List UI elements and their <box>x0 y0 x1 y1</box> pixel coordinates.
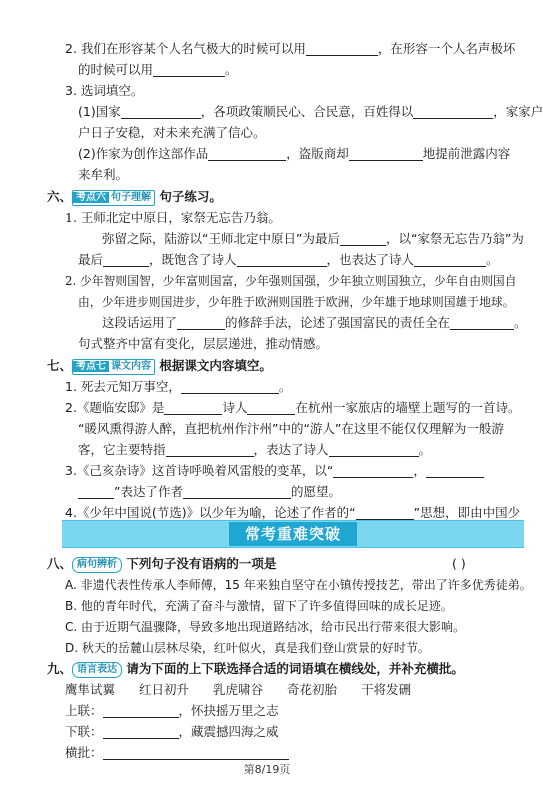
section-number: 九、 <box>47 661 73 676</box>
s6-q1: 1. 王师北定中原日，家祭无忘告乃翁。 <box>65 210 281 225</box>
q3-line4: 来牟利。 <box>78 167 129 182</box>
s7-text: 。 <box>278 379 292 394</box>
answer-blank[interactable] <box>177 315 225 330</box>
section-number: 六、 <box>47 189 73 204</box>
s7-q3-line1 <box>65 462 484 480</box>
answer-blank[interactable] <box>340 231 386 246</box>
s7-text: 客，它主要特指 <box>78 442 166 457</box>
q3-text: ，家家户 <box>493 104 543 119</box>
couplet-text: ，藏震撼四海之威 <box>178 724 279 739</box>
answer-blank[interactable] <box>450 315 514 330</box>
s7-text: 2.《题临安邸》是 <box>65 400 165 415</box>
q3-text: 地提前泄露内容 <box>422 146 511 161</box>
section-tag <box>72 190 155 206</box>
answer-blank[interactable] <box>247 400 295 415</box>
s6-q1-line2 <box>78 251 499 269</box>
q2-text-d: 。 <box>225 62 238 77</box>
s7-text: ”表达了作者 <box>114 484 183 499</box>
q2-text-b: ，在形容一个人名声极坏 <box>377 41 516 56</box>
section-title: 下列句子没有语病的一项是 <box>126 556 277 571</box>
couplet-down <box>65 723 279 741</box>
s6-q2-line1: 2. 少年智则国智，少年富则国富，少年强则国强，少年独立则国独立，少年自由则国自 <box>65 274 517 288</box>
s6-text: ，也表达了诗人 <box>326 252 415 267</box>
word-option: 干将发硎 <box>361 682 412 697</box>
answer-blank[interactable] <box>103 703 179 718</box>
q2-line1 <box>65 40 515 58</box>
s7-q2-line1 <box>65 399 520 417</box>
q3-title: 3. 选词填空。 <box>65 83 144 98</box>
section-title: 句子练习。 <box>159 189 222 204</box>
couplet-label: 下联： <box>65 724 103 739</box>
s7-q2-line2: “暖风熏得游人醉，直把杭州作汴州”中的“游人”在这里不能仅仅理解为一般游 <box>78 421 504 436</box>
s6-text: 最后 <box>78 252 104 267</box>
s7-text: 在杭州一家旅店的墙壁上题写的一首诗。 <box>295 400 521 415</box>
q3-text: (1)国家 <box>78 104 121 119</box>
s6-q1-line1 <box>102 230 524 248</box>
page-number: 第8/19页 <box>243 763 291 776</box>
s7-text: 4.《少年中国说(节选)》以少年为喻，论述了作者的“ <box>65 505 356 520</box>
word-option: 奇花初胎 <box>287 682 338 697</box>
option-d: D. 秋天的岳麓山层林尽染，红叶似火，真是我们登山赏景的好时节。 <box>65 641 430 655</box>
s7-text: 。 <box>418 442 432 457</box>
couplet-text: ，怀抉摇万里之志 <box>178 703 279 718</box>
answer-blank[interactable] <box>329 442 419 457</box>
answer-blank[interactable] <box>103 252 149 267</box>
s7-text: 的愿望。 <box>290 484 341 499</box>
s7-text: 诗人 <box>222 400 248 415</box>
section-tag: 语言表达 <box>72 662 122 678</box>
section-tag: 病句辨析 <box>72 557 122 573</box>
section-title: 根据课文内容填空。 <box>159 358 272 373</box>
s6-q2-line2: 由，少年进步则国进步，少年胜于欧洲则国胜于欧洲，少年雄于地球则国雄于地球。 <box>78 295 515 309</box>
tag-label-b: 句子理解 <box>111 192 152 203</box>
q3-text: ，盗版商却 <box>286 146 349 161</box>
q3-line1 <box>78 103 543 121</box>
word-option: 乳虎啸谷 <box>213 682 264 697</box>
section-9-header <box>47 660 464 678</box>
answer-blank[interactable] <box>414 252 486 267</box>
answer-blank[interactable] <box>306 41 378 56</box>
s7-text: 3.《己亥杂诗》这首诗呼唤着风雷般的变革，以“ <box>65 463 334 478</box>
q3-text: (2)作家为创作这部作品 <box>78 146 209 161</box>
couplet-label: 横批： <box>65 745 103 760</box>
q2-text: 2. 我们在形容某个人名气极大的时候可以用 <box>65 41 306 56</box>
couplet-label: 上联： <box>65 703 103 718</box>
answer-blank[interactable] <box>349 146 423 161</box>
section-6-header <box>47 188 222 206</box>
s6-q2-line3 <box>102 314 527 332</box>
answer-blank[interactable] <box>237 252 327 267</box>
word-option: 鹰隼试翼 <box>65 682 116 697</box>
section-7-header <box>47 357 272 375</box>
s6-text: 的修辞手法，论述了强国富民的责任全在 <box>225 315 451 330</box>
answer-blank[interactable] <box>164 400 222 415</box>
answer-blank[interactable] <box>181 379 279 394</box>
answer-blank[interactable] <box>183 484 291 499</box>
q3-line3 <box>78 145 510 163</box>
word-bank <box>65 681 411 699</box>
answer-blank[interactable] <box>413 104 493 119</box>
s7-q2-line3 <box>78 441 431 459</box>
s6-text: 。 <box>514 315 527 330</box>
section-title: 请为下面的上下联选择合适的词语填在横线处，并补充横批。 <box>126 661 464 676</box>
s7-q3-line2 <box>78 483 341 501</box>
couplet-up <box>65 702 279 720</box>
q2-text-c: 的时候可以用 <box>78 62 154 77</box>
option-a: A. 非遗代表性传承人李师傅，15 年来独自坚守在小镇传授技艺，带出了许多优秀徒弟。 <box>65 578 532 592</box>
tag-label-a: 考点六 <box>73 192 109 203</box>
tag-label-b: 课文内容 <box>111 361 152 372</box>
word-option: 红日初升 <box>139 682 190 697</box>
answer-blank[interactable] <box>103 745 289 760</box>
q3-text: ，各项政策顺民心、合民意，百姓得以 <box>200 104 414 119</box>
answer-paren[interactable]: ( ) <box>452 556 466 571</box>
q3-line2: 户日子安稳，对未来充满了信心。 <box>78 125 266 140</box>
answer-blank[interactable] <box>166 442 254 457</box>
option-c: C. 由于近期气温骤降，导致多地出现道路结冰，给市民出行带来很大影响。 <box>65 620 466 634</box>
s7-text: ， <box>413 463 426 478</box>
answer-blank[interactable] <box>103 724 179 739</box>
tag-label-a: 考点七 <box>73 361 109 372</box>
section-tag <box>72 359 155 375</box>
s6-text: ，既饱含了诗人 <box>149 252 237 267</box>
answer-blank[interactable] <box>153 62 225 77</box>
option-b: B. 他的青年时代，充满了奋斗与激情，留下了许多值得回味的成长足迹。 <box>65 599 453 613</box>
s7-text: ，表达了诗人 <box>253 442 329 457</box>
s7-q1 <box>65 378 291 396</box>
s6-q2-line4: 句式整齐中富有变化，层层递进，推动情感。 <box>78 336 329 351</box>
section-banner <box>62 520 524 548</box>
section-number: 八、 <box>47 556 73 571</box>
s7-text: 1. 死去元知万事空， <box>65 379 181 394</box>
answer-blank[interactable] <box>333 463 413 478</box>
answer-blank[interactable] <box>426 463 484 478</box>
answer-blank[interactable] <box>121 104 201 119</box>
q2-line2 <box>78 61 238 79</box>
s6-text: 弥留之际，陆游以“王师北定中原日”为最后 <box>102 231 340 246</box>
section-8-header <box>47 555 276 573</box>
couplet-heng <box>65 744 289 762</box>
answer-blank[interactable] <box>78 484 114 499</box>
answer-blank[interactable] <box>356 505 414 520</box>
section-number: 七、 <box>47 358 73 373</box>
banner-title: 常考重难突破 <box>229 522 357 546</box>
answer-blank[interactable] <box>208 146 286 161</box>
s7-text: ”思想，即由中国少 <box>413 505 521 520</box>
s6-text: ，以“家祭无忘告乃翁”为 <box>385 231 524 246</box>
s6-text: 这段话运用了 <box>102 315 178 330</box>
s6-text: 。 <box>486 252 499 267</box>
